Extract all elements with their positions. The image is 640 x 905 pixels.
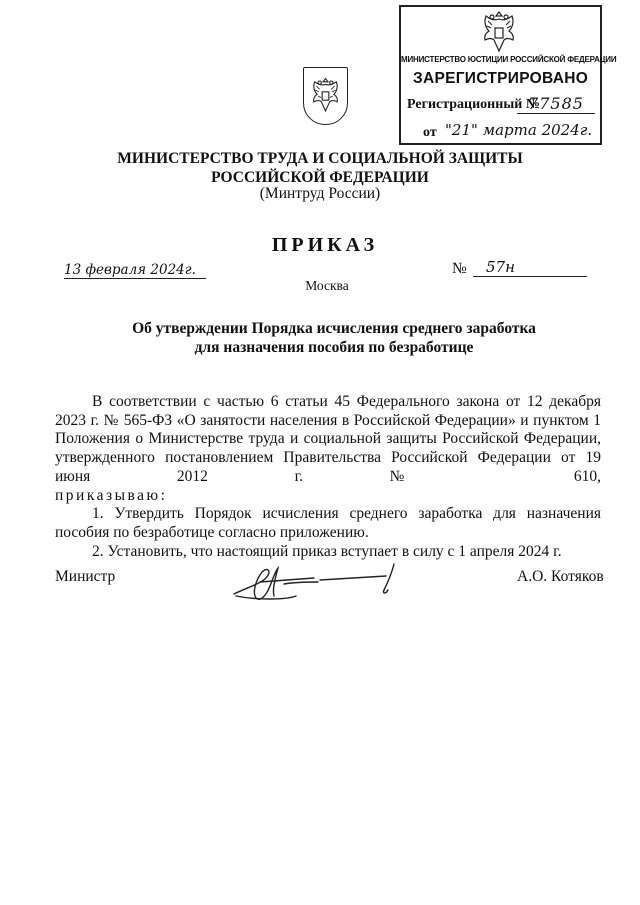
emblem-frame (303, 67, 348, 125)
order-item-1: 1. Утвердить Порядок исчисления среднего заработка для назначения пособия по безработице согласно приложению. (55, 505, 601, 541)
order-date: 13 февраля 2024г. (64, 262, 206, 279)
order-body (55, 393, 601, 561)
subject-line-2: для назначения пособия по безработице (194, 339, 474, 356)
handwritten-signature (226, 558, 406, 606)
order-number-label: № (452, 260, 467, 277)
stamp-ministry-name: МИНИСТЕРСТВО ЮСТИЦИИ РОССИЙСКОЙ ФЕДЕРАЦИИ (401, 55, 617, 64)
stamp-status: ЗАРЕГИСТРИРОВАНО (412, 70, 589, 87)
russian-coat-of-arms-icon (308, 74, 343, 118)
order-number: 57н (486, 258, 515, 276)
signer-name: А.О. Котяков (517, 568, 604, 585)
stamp-date-prefix: от (423, 125, 437, 140)
russian-coat-of-arms-icon (478, 11, 520, 55)
registration-stamp (399, 5, 617, 145)
ministry-name (0, 149, 640, 187)
order-subject (0, 319, 640, 357)
order-word: приказываю: (55, 486, 168, 504)
stamp-reg-label: Регистрационный № (407, 97, 540, 112)
stamp-date: "21" марта 2024г. (445, 121, 593, 139)
subject-line-1: Об утверждении Порядка исчисления среднего заработка (132, 320, 536, 337)
signer-position: Министр (55, 568, 116, 585)
ministry-short-name: (Минтруд России) (259, 185, 381, 202)
order-title: ПРИКАЗ (271, 234, 379, 256)
order-number-underline (473, 276, 587, 277)
ministry-line-2: РОССИЙСКОЙ ФЕДЕРАЦИИ (211, 169, 429, 186)
ministry-line-1: МИНИСТЕРСТВО ТРУДА И СОЦИАЛЬНОЙ ЗАЩИТЫ (117, 150, 523, 167)
preamble: В соответствии с частью 6 статьи 45 Федерального закона от 12 декабря 2023 г. № 565-ФЗ «О занятости населения в Российской Федерации» и пунктом 1 Положения о Министерстве труда и социальной защиты Российской Федерации, утвержденного постановлением Правительства Российской Федерации от 19 июня 2012 г. № 610, (55, 393, 601, 485)
city: Москва (305, 278, 349, 293)
stamp-reg-number: 77585 (517, 94, 595, 114)
order-item-2: 2. Установить, что настоящий приказ вступает в силу с 1 апреля 2024 г. (92, 542, 562, 560)
